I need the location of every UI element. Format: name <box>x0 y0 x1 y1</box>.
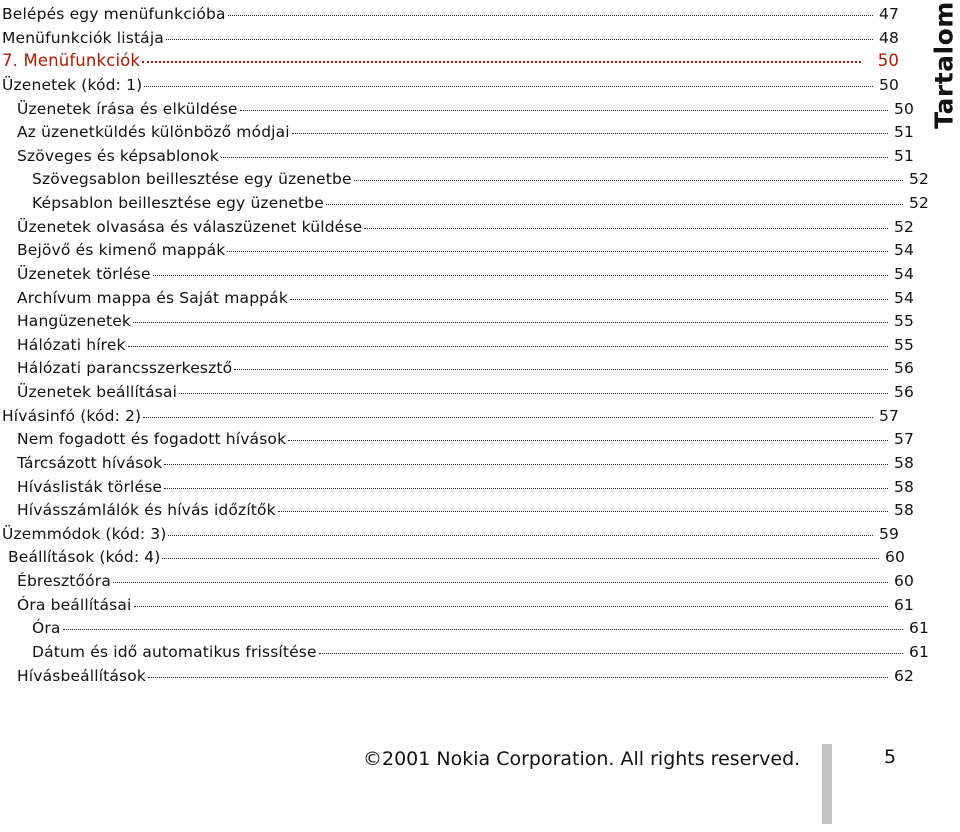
toc-page-number: 56 <box>894 383 915 402</box>
dot-leader <box>162 557 879 559</box>
dot-leader <box>319 652 903 654</box>
toc-entry[interactable] <box>0 286 914 310</box>
dot-leader <box>142 60 861 63</box>
dot-leader <box>292 132 888 134</box>
toc-page-number: 52 <box>909 194 930 213</box>
dot-leader <box>240 109 888 111</box>
toc-entry-title: Hangüzenetek <box>17 312 132 331</box>
toc-entry[interactable] <box>0 498 914 522</box>
toc-page-number: 57 <box>894 430 915 449</box>
dot-leader <box>164 463 888 465</box>
toc-entry[interactable] <box>0 215 914 239</box>
toc-entry[interactable] <box>0 262 914 286</box>
toc-entry[interactable] <box>0 404 899 428</box>
toc-page-number: 51 <box>894 146 915 165</box>
toc-page-number: 50 <box>877 51 899 71</box>
toc-page-number: 57 <box>879 406 900 425</box>
toc-page-number: 47 <box>879 5 900 23</box>
dot-leader <box>326 203 903 205</box>
copyright-notice: ©2001 Nokia Corporation. All rights reserved. <box>363 748 801 770</box>
toc-entry[interactable] <box>0 380 914 404</box>
toc-entry[interactable] <box>0 73 899 97</box>
dot-leader <box>63 628 903 630</box>
toc-page-number: 58 <box>894 477 915 496</box>
dot-leader <box>354 179 903 181</box>
toc-entry-title: Képsablon beillesztése egy üzenetbe <box>32 194 324 213</box>
toc-page-number: 62 <box>894 666 915 685</box>
toc-entry-title: Üzenetek beállításai <box>17 383 178 402</box>
toc-page-number: 54 <box>894 264 915 283</box>
toc-entry-title: Beállítások (kód: 4) <box>8 548 161 567</box>
dot-leader <box>144 85 873 87</box>
toc-entry[interactable] <box>0 640 929 664</box>
toc-page-number: 55 <box>894 335 915 354</box>
toc-entry-title: Hálózati hírek <box>17 335 126 354</box>
toc-page-number: 58 <box>894 453 915 472</box>
toc-entry[interactable] <box>0 593 914 617</box>
toc-entry[interactable] <box>0 26 899 50</box>
dot-leader <box>128 345 888 347</box>
toc-entry[interactable] <box>0 238 914 262</box>
toc-entry-title: Hálózati parancsszerkesztő <box>17 359 233 378</box>
toc-entry-title: Üzenetek (kód: 1) <box>2 75 143 94</box>
dot-leader <box>134 605 889 607</box>
toc-entry[interactable] <box>0 97 914 121</box>
dot-leader <box>179 392 888 394</box>
dot-leader <box>133 321 888 323</box>
toc-entry-title: Óra beállításai <box>17 595 132 614</box>
dot-leader <box>278 510 888 512</box>
toc-entry[interactable] <box>0 569 914 593</box>
dot-leader <box>168 534 873 536</box>
dot-leader <box>113 581 888 583</box>
toc-page-number: 52 <box>894 217 915 236</box>
toc-entry-title: Az üzenetküldés különböző módjai <box>17 123 290 142</box>
toc-entry[interactable] <box>0 144 914 168</box>
toc-page-number: 56 <box>894 359 915 378</box>
toc-page-number: 59 <box>879 524 900 543</box>
toc-entry[interactable] <box>0 427 914 451</box>
toc-entry-title: Szöveges és képsablonok <box>17 146 219 165</box>
toc-entry[interactable] <box>0 475 914 499</box>
toc-entry[interactable] <box>0 451 914 475</box>
toc-entry[interactable] <box>0 309 914 333</box>
toc-entry-title: Dátum és idő automatikus frissítése <box>32 643 317 661</box>
toc-entry-title: Nem fogadott és fogadott hívások <box>17 430 287 449</box>
toc-page-number: 51 <box>894 123 915 142</box>
toc-entry[interactable] <box>0 2 899 26</box>
toc-page-number: 60 <box>885 548 906 567</box>
page-number: 5 <box>884 746 897 768</box>
toc-page-number: 61 <box>909 643 930 661</box>
toc-chapter-heading[interactable] <box>0 49 899 73</box>
toc-page-number: 55 <box>894 312 915 331</box>
toc-entry-title: Ébresztőóra <box>17 572 111 591</box>
toc-entry-title: Üzenetek törlése <box>17 264 151 283</box>
dot-leader <box>288 439 888 441</box>
toc-entry-title: Belépés egy menüfunkcióba <box>2 5 226 23</box>
toc-page-number: 50 <box>894 99 915 118</box>
toc-entry[interactable] <box>0 191 929 215</box>
dot-leader <box>221 156 888 158</box>
dot-leader <box>166 38 873 40</box>
dot-leader <box>364 227 888 229</box>
toc-entry-title: Hívásbeállítások <box>17 666 147 685</box>
toc-entry-title: Híváslisták törlése <box>17 477 163 496</box>
section-tab-label: Tartalom <box>929 1 959 129</box>
toc-entry-title: 7. Menüfunkciók <box>2 51 141 71</box>
toc-entry-title: Hívásszámlálók és hívás időzítők <box>17 501 276 520</box>
dot-leader <box>164 487 888 489</box>
toc-entry-title: Szövegsablon beillesztése egy üzenetbe <box>32 170 352 189</box>
toc-entry-title: Archívum mappa és Saját mappák <box>17 288 288 307</box>
toc-entry-title: Üzenetek olvasása és válaszüzenet küldése <box>17 217 363 236</box>
toc-entry[interactable] <box>0 333 914 357</box>
section-tab <box>929 0 959 130</box>
toc-entry-title: Menüfunkciók listája <box>2 28 164 47</box>
toc-entry-title: Óra <box>32 619 61 638</box>
toc-entry-title: Bejövő és kimenő mappák <box>17 241 226 260</box>
toc-entry-title: Üzenetek írása és elküldése <box>17 99 238 118</box>
toc-entry[interactable] <box>0 522 899 546</box>
toc-page-number: 60 <box>894 572 915 591</box>
dot-leader <box>227 250 888 252</box>
toc-entry-title: Hívásinfó (kód: 2) <box>2 406 142 425</box>
dot-leader <box>143 416 873 418</box>
dot-leader <box>290 298 888 300</box>
dot-leader <box>148 676 888 678</box>
dot-leader <box>228 14 873 16</box>
toc-page-number: 58 <box>894 501 915 520</box>
toc-page-number: 48 <box>879 28 900 47</box>
toc-page-number: 61 <box>909 619 930 638</box>
toc-page-number: 50 <box>879 75 900 94</box>
dot-leader <box>153 274 888 276</box>
toc-entry-title: Üzemmódok (kód: 3) <box>2 524 167 543</box>
toc-entry[interactable] <box>0 356 914 380</box>
footer-divider-bar <box>822 744 832 824</box>
toc-page-number: 54 <box>894 288 915 307</box>
toc-page-number: 52 <box>909 170 930 189</box>
toc-entry[interactable] <box>0 664 914 688</box>
toc-page-number: 61 <box>894 595 915 614</box>
dot-leader <box>234 368 888 370</box>
toc-entry[interactable] <box>0 616 929 640</box>
toc-entry-title: Tárcsázott hívások <box>17 453 163 472</box>
toc-entry[interactable] <box>0 120 914 144</box>
toc-entry[interactable] <box>0 545 905 569</box>
toc-entry[interactable] <box>0 167 929 191</box>
toc-page-number: 54 <box>894 241 915 260</box>
